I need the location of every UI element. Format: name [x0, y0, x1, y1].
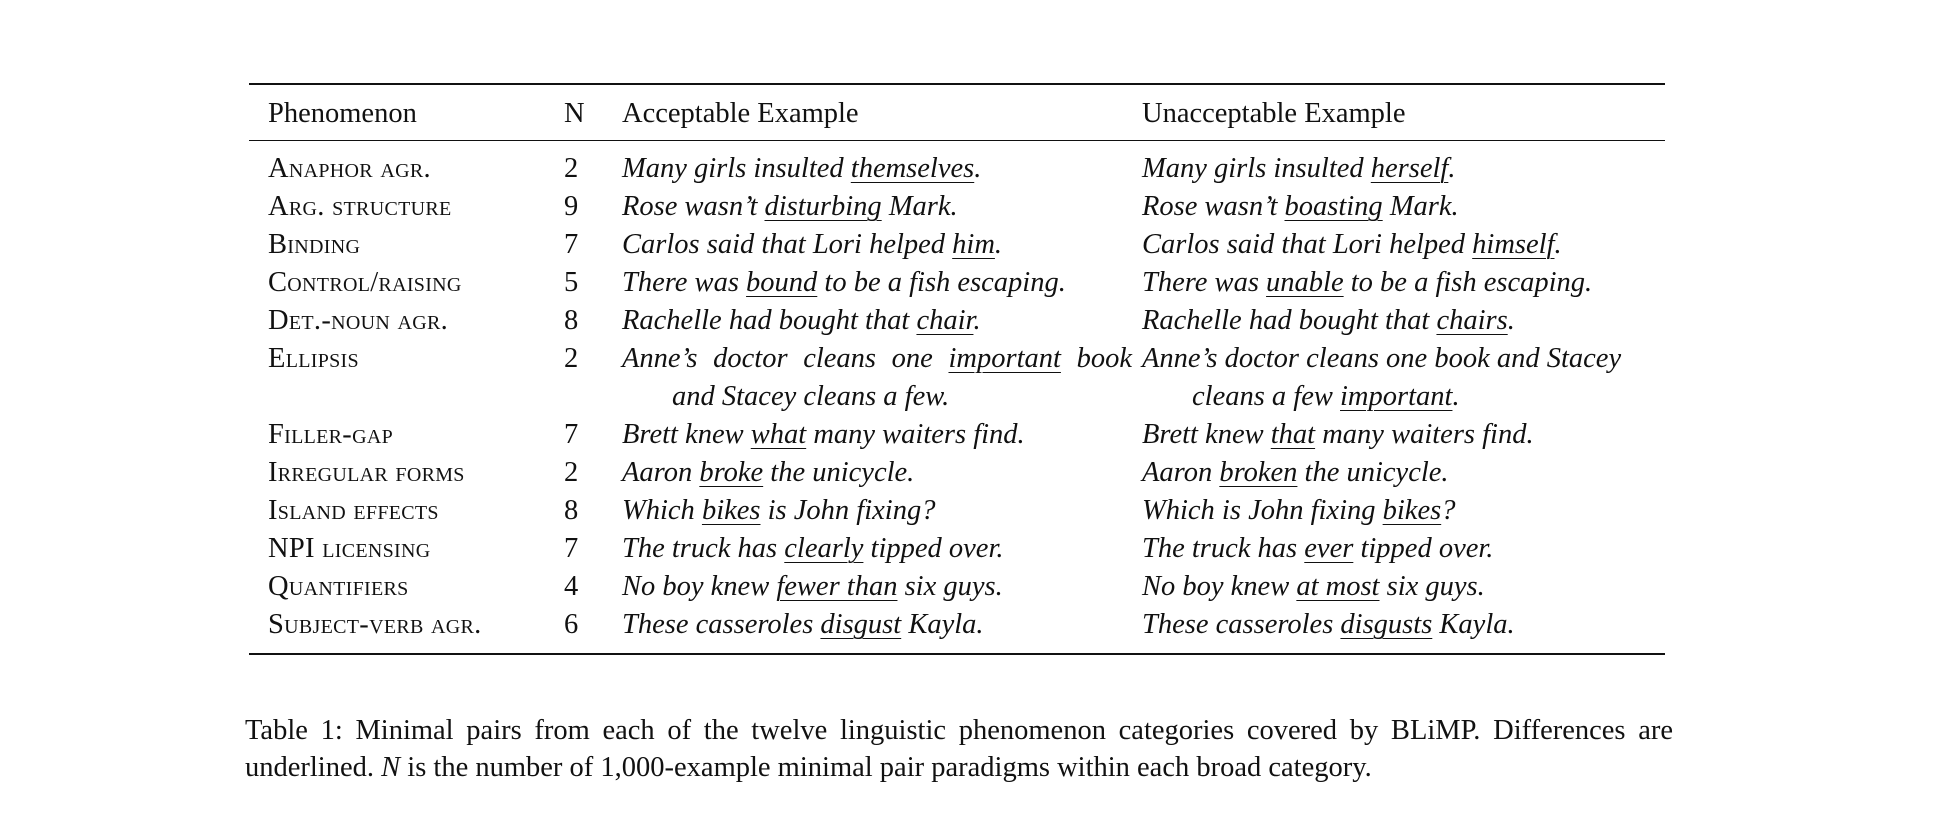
phenomenon-cell: Ellipsis — [268, 343, 359, 374]
example-text: No boy knew — [1142, 571, 1297, 602]
example-text: Aaron — [622, 457, 700, 488]
difference-underline: fewer than — [776, 571, 898, 602]
table-header-row — [249, 84, 1665, 141]
example-text: six guys. — [897, 571, 1003, 602]
example-text: Anne’s doctor cleans one — [622, 343, 949, 374]
example-text: Brett knew — [1142, 419, 1271, 450]
unacceptable-example — [1142, 606, 1665, 654]
example-text: book and Stacey cleans a few. — [672, 343, 1132, 412]
acceptable-example — [622, 416, 1142, 454]
example-text: These casseroles — [1142, 609, 1341, 640]
difference-underline: unable — [1266, 267, 1344, 298]
acceptable-example — [622, 568, 1142, 606]
n-cell: 5 — [564, 267, 579, 298]
example-text: There was — [1142, 267, 1267, 298]
unacceptable-example — [1142, 340, 1665, 416]
example-text: tipped over. — [863, 533, 1004, 564]
difference-underline: disgust — [820, 609, 902, 640]
example-text: The truck has — [1142, 533, 1305, 564]
unacceptable-example — [1142, 568, 1665, 606]
example-text: the unicycle. — [1297, 457, 1449, 488]
difference-underline: bound — [746, 267, 818, 298]
table-row — [249, 416, 1665, 454]
example-text: Kayla. — [901, 609, 984, 640]
acceptable-example — [622, 492, 1142, 530]
difference-underline: that — [1270, 419, 1316, 450]
table-row — [249, 454, 1665, 492]
example-text: . — [973, 305, 981, 336]
table-row — [249, 530, 1665, 568]
unacceptable-example — [1142, 188, 1665, 226]
difference-underline: boasting — [1284, 191, 1383, 222]
n-cell: 2 — [564, 153, 579, 184]
example-text: Mark. — [881, 191, 958, 222]
difference-underline: herself — [1370, 153, 1449, 184]
example-text: ? — [1441, 495, 1456, 526]
example-text: The truck has — [622, 533, 785, 564]
header-acceptable: Acceptable Example — [622, 84, 1142, 141]
phenomenon-cell: Island effects — [268, 495, 439, 526]
difference-underline: him — [952, 229, 995, 260]
example-text: Many girls insulted — [622, 153, 851, 184]
n-cell: 8 — [564, 495, 579, 526]
phenomenon-cell: NPI licensing — [268, 533, 431, 564]
phenomenon-cell: Binding — [268, 229, 361, 260]
acceptable-example — [622, 226, 1142, 264]
example-text: many waiters find. — [806, 419, 1025, 450]
example-text: many waiters find. — [1315, 419, 1534, 450]
difference-underline: themselves — [850, 153, 975, 184]
acceptable-example — [622, 188, 1142, 226]
unacceptable-example — [1142, 302, 1665, 340]
table-row — [249, 606, 1665, 654]
example-text: the unicycle. — [763, 457, 915, 488]
unacceptable-example — [1142, 226, 1665, 264]
example-text: Many girls insulted — [1142, 153, 1371, 184]
difference-underline: broke — [699, 457, 764, 488]
phenomenon-cell: Control/raising — [268, 267, 462, 298]
n-cell: 9 — [564, 191, 579, 222]
n-cell: 2 — [564, 457, 579, 488]
acceptable-example — [622, 606, 1142, 654]
table-row — [249, 492, 1665, 530]
difference-underline: bikes — [701, 495, 761, 526]
example-text: . — [1452, 381, 1460, 412]
unacceptable-example — [1142, 141, 1665, 189]
example-text: . — [994, 229, 1003, 260]
example-text: Which — [622, 495, 702, 526]
phenomenon-cell: Quantifiers — [268, 571, 409, 602]
unacceptable-example — [1142, 416, 1665, 454]
difference-underline: chair — [916, 305, 974, 336]
phenomenon-cell: Irregular forms — [268, 457, 465, 488]
difference-underline: disturbing — [764, 191, 882, 222]
example-text: No boy knew — [622, 571, 777, 602]
example-text: Rose wasn’t — [622, 191, 765, 222]
difference-underline: important — [948, 343, 1061, 374]
caption-text: Table 1: Minimal pairs from each of the twelve linguistic phenomenon categories covered by BLiMP. Differences are underlined. — [245, 714, 1673, 783]
example-text: Aaron — [1142, 457, 1220, 488]
n-cell: 7 — [564, 533, 579, 564]
example-text: to be a fish escaping. — [1343, 267, 1593, 298]
difference-underline: chairs — [1436, 305, 1508, 336]
header-unacceptable: Unacceptable Example — [1142, 84, 1665, 141]
example-text: tipped over. — [1353, 533, 1494, 564]
difference-underline: himself — [1472, 229, 1555, 260]
example-text: Rose wasn’t — [1142, 191, 1285, 222]
table-row — [249, 141, 1665, 189]
example-text: . — [974, 153, 982, 184]
example-text: Kayla. — [1432, 609, 1515, 640]
caption-n-symbol: N — [381, 751, 401, 783]
unacceptable-example — [1142, 454, 1665, 492]
example-text: . — [1554, 229, 1562, 260]
table-row — [249, 188, 1665, 226]
table-row — [249, 302, 1665, 340]
example-text: is John fixing? — [760, 495, 936, 526]
n-cell: 2 — [564, 343, 579, 374]
phenomenon-cell: Det.-noun agr. — [268, 305, 449, 336]
difference-underline: ever — [1304, 533, 1354, 564]
difference-underline: bikes — [1382, 495, 1442, 526]
example-text: . — [1507, 305, 1515, 336]
unacceptable-example — [1142, 264, 1665, 302]
table-row — [249, 568, 1665, 606]
example-text: Which is John fixing — [1142, 495, 1383, 526]
difference-underline: clearly — [784, 533, 864, 564]
difference-underline: what — [750, 419, 807, 450]
phenomenon-cell: Arg. structure — [268, 191, 452, 222]
example-text: Mark. — [1382, 191, 1459, 222]
table-caption — [245, 712, 1673, 786]
n-cell: 7 — [564, 229, 579, 260]
minimal-pairs-table-container — [249, 83, 1665, 655]
difference-underline: at most — [1296, 571, 1380, 602]
difference-underline: broken — [1219, 457, 1298, 488]
table-row — [249, 226, 1665, 264]
acceptable-example — [622, 340, 1142, 416]
example-text: Carlos said that Lori helped — [622, 229, 953, 260]
caption-text: is the number of 1,000-example minimal pair paradigms within each broad category. — [400, 751, 1372, 783]
example-text: . — [1448, 153, 1456, 184]
unacceptable-example — [1142, 492, 1665, 530]
example-text: to be a fish escaping. — [817, 267, 1066, 298]
n-cell: 4 — [564, 571, 579, 602]
example-text: Rachelle had bought that — [1142, 305, 1437, 336]
acceptable-example — [622, 302, 1142, 340]
n-cell: 8 — [564, 305, 579, 336]
example-text: These casseroles — [622, 609, 821, 640]
minimal-pairs-table — [249, 83, 1665, 655]
n-cell: 7 — [564, 419, 579, 450]
acceptable-example — [622, 264, 1142, 302]
example-text: There was — [622, 267, 747, 298]
acceptable-example — [622, 141, 1142, 189]
example-text: Brett knew — [622, 419, 751, 450]
n-cell: 6 — [564, 609, 579, 640]
header-phenomenon: Phenomenon — [249, 84, 561, 141]
difference-underline: disgusts — [1340, 609, 1433, 640]
difference-underline: important — [1340, 381, 1453, 412]
header-n: N — [561, 84, 622, 141]
unacceptable-example — [1142, 530, 1665, 568]
acceptable-example — [622, 530, 1142, 568]
phenomenon-cell: Subject-verb agr. — [268, 609, 482, 640]
phenomenon-cell: Anaphor agr. — [268, 153, 431, 184]
example-text: Rachelle had bought that — [622, 305, 917, 336]
table-row — [249, 340, 1665, 416]
table-row — [249, 264, 1665, 302]
example-text: Anne’s doctor cleans one book and Stacey cleans a few — [1142, 343, 1622, 412]
example-text: Carlos said that Lori helped — [1142, 229, 1473, 260]
phenomenon-cell: Filler-gap — [268, 419, 394, 450]
acceptable-example — [622, 454, 1142, 492]
example-text: six guys. — [1379, 571, 1485, 602]
